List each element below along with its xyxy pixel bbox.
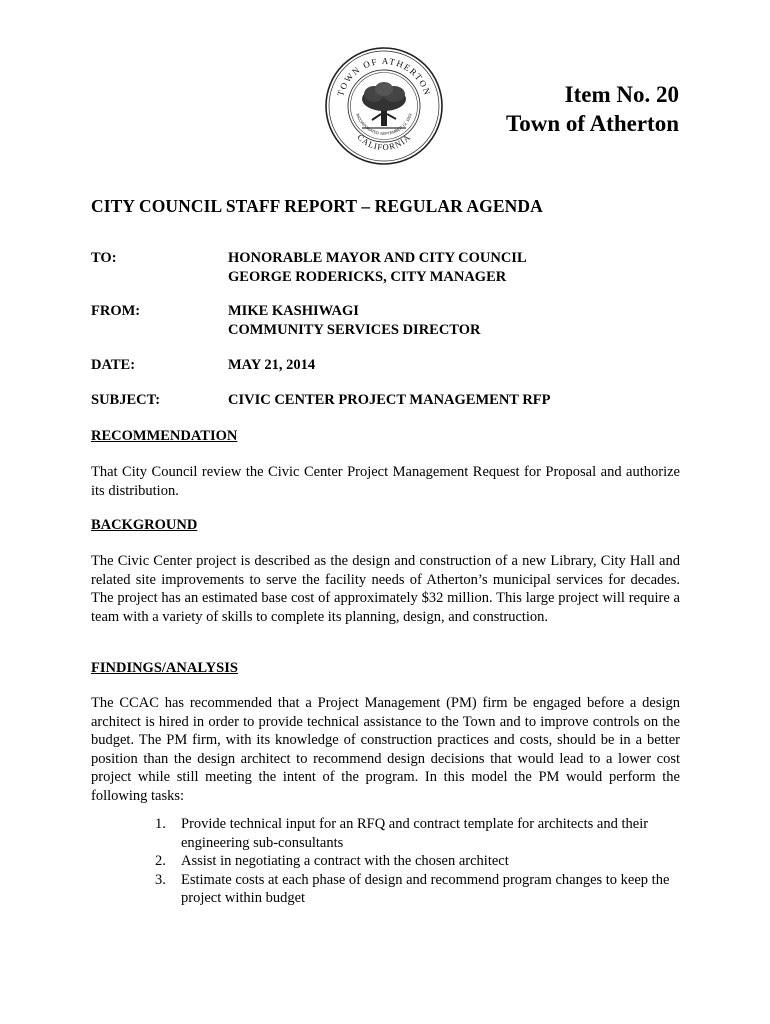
background-paragraph: The Civic Center project is described as the design and construction of a new Library, City Hall and related site improvements to serve the facility needs of Atherton’s municipal services for decades. The project has an estimated base cost of approximately $32 million. This large project will require a team with a variety of skills to complete its planning, design, and construction.: [91, 553, 680, 625]
seal-top-text: TOWN OF ATHERTON: [335, 55, 433, 98]
seal-inner-text: INCORPORATED SEPTEMBER 12, 1923: [355, 112, 413, 137]
background-heading: BACKGROUND: [91, 517, 198, 533]
recommendation-heading: RECOMMENDATION: [91, 428, 238, 444]
task-text: Assist in negotiating a contract with the chosen architect: [181, 853, 509, 869]
to-value: [228, 249, 527, 287]
oak-tree-seal-icon: [322, 44, 446, 168]
from-line-2: COMMUNITY SERVICES DIRECTOR: [228, 322, 481, 338]
subject-label: SUBJECT:: [91, 392, 161, 408]
from-line-1: MIKE KASHIWAGI: [228, 303, 359, 319]
task-list-item: [155, 871, 675, 908]
to-label: TO:: [91, 250, 117, 266]
findings-paragraph: The CCAC has recommended that a Project Management (PM) firm be engaged before a design architect is hired in order to provide technical assistance to the Town and to improve controls on the budget. The PM firm, with its knowledge of construction practices and costs, should be in a better position than the design architect to recommend design decisions that would lead to a lower cost project while still meeting the intent of the program. In this model the PM would perform the following tasks:: [91, 695, 680, 804]
task-text: Estimate costs at each phase of design and recommend program changes to keep the project within budget: [181, 871, 670, 906]
date-value: MAY 21, 2014: [228, 357, 316, 373]
item-number: Item No. 20: [564, 82, 679, 107]
task-number: 1.: [155, 816, 166, 832]
to-line-1: HONORABLE MAYOR AND CITY COUNCIL: [228, 250, 527, 266]
town-seal-logo: [322, 44, 446, 168]
task-number: 3.: [155, 871, 166, 888]
task-text: Provide technical input for an RFQ and contract template for architects and their engineering sub-consultants: [181, 816, 649, 851]
seal-bottom-text: CALIFORNIA: [355, 131, 413, 153]
findings-heading: FINDINGS/ANALYSIS: [91, 660, 238, 676]
item-block: [506, 80, 679, 138]
task-list-item: [155, 815, 675, 852]
subject-value: CIVIC CENTER PROJECT MANAGEMENT RFP: [228, 392, 551, 408]
date-label: DATE:: [91, 357, 136, 373]
task-list-item: [155, 852, 675, 871]
task-list: [155, 815, 675, 908]
to-line-2: GEORGE RODERICKS, CITY MANAGER: [228, 269, 507, 285]
from-label: FROM:: [91, 303, 141, 319]
town-name: Town of Atherton: [506, 111, 679, 136]
recommendation-paragraph: That City Council review the Civic Center Project Management Request for Proposal and authorize its distribution.: [91, 464, 680, 499]
report-title: CITY COUNCIL STAFF REPORT – REGULAR AGENDA: [91, 196, 543, 216]
task-number: 2.: [155, 853, 166, 869]
from-value: [228, 302, 480, 340]
